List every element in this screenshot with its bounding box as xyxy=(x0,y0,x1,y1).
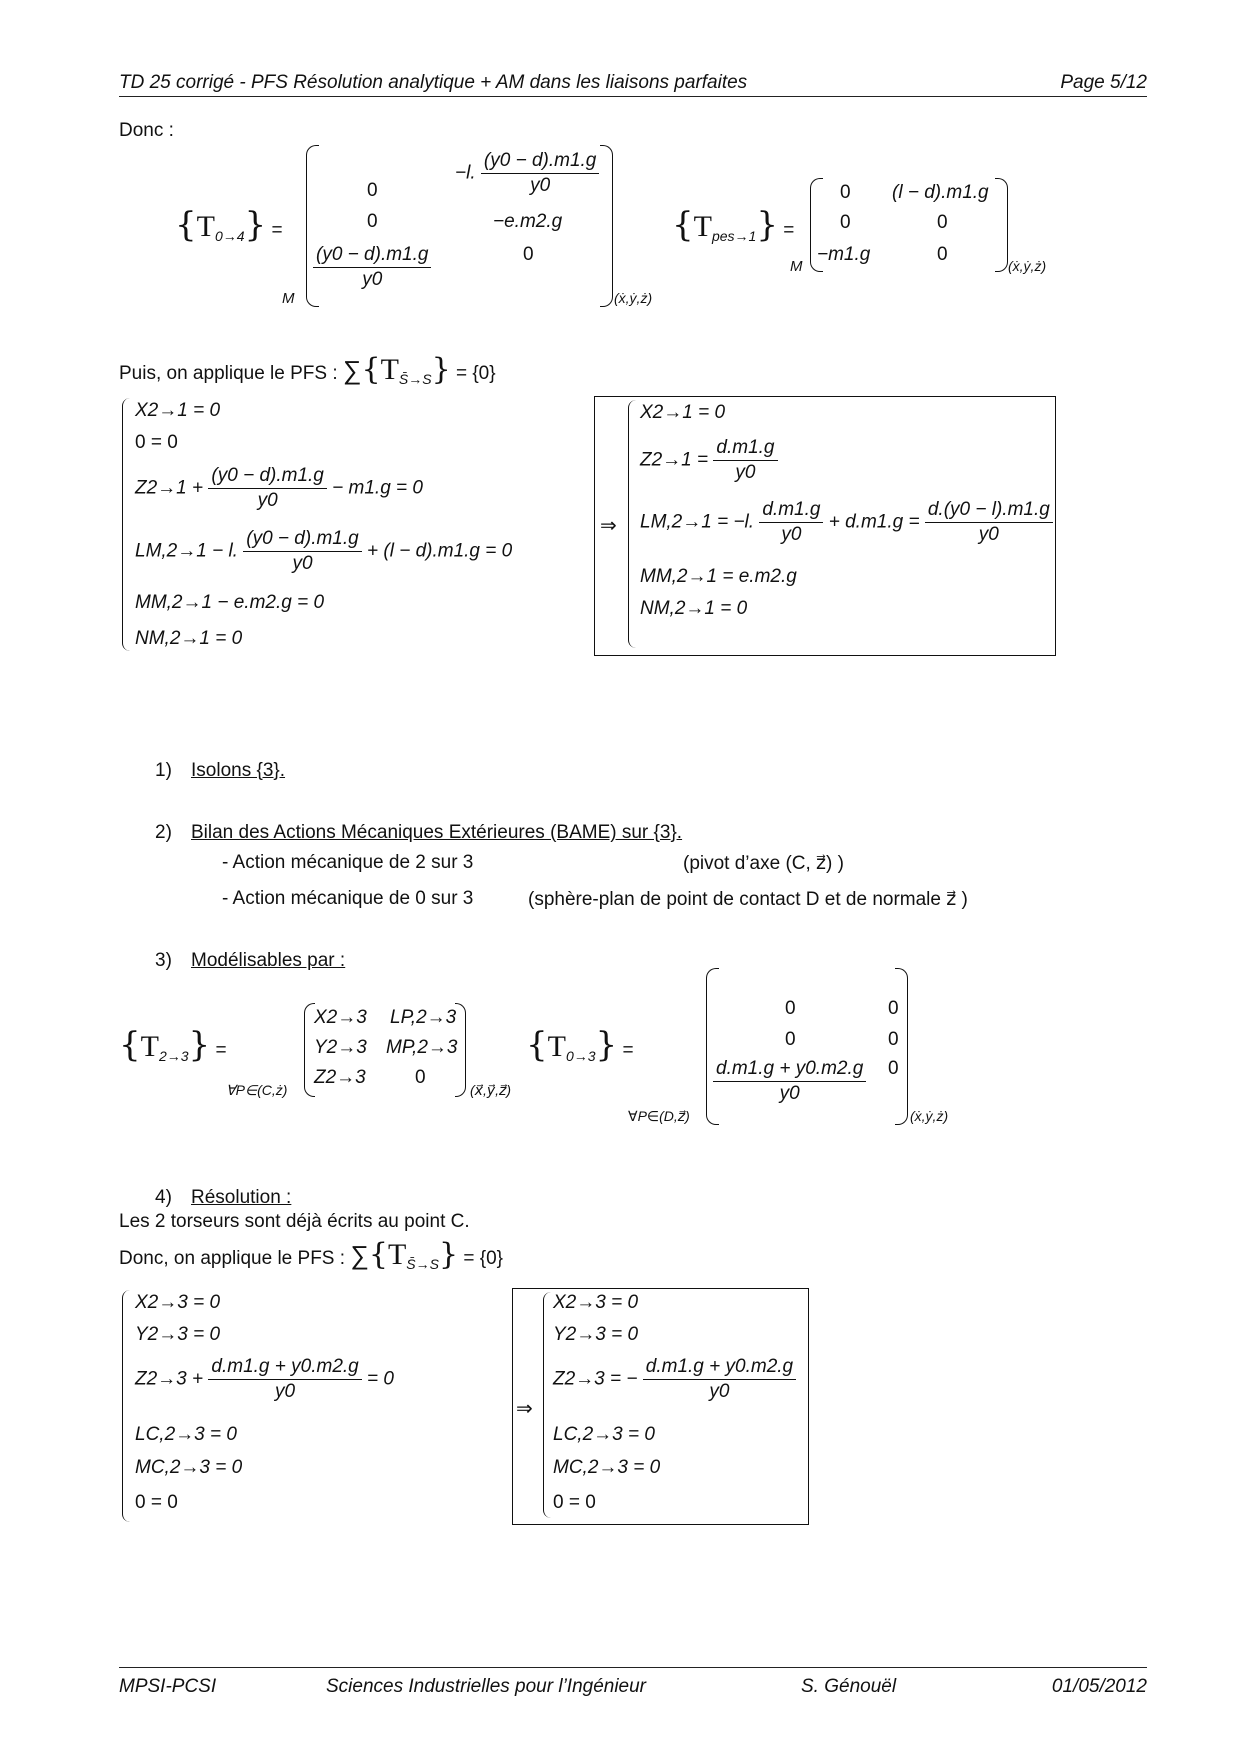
sys2-line1: X2→3 = 0 xyxy=(135,1292,221,1313)
sol1-line3: LM,2→1 = −l. $\frac{d.m1.g}{y0}$ + d.m1.g = $\frac{d.(y0 - l).m1.g}{y0}$ xyxy=(640,499,1053,546)
step-4-title: Résolution : xyxy=(191,1187,292,1208)
solution-2-brace xyxy=(543,1292,552,1518)
sol2-line1: X2→3 = 0 xyxy=(553,1292,639,1313)
t04-r1c2: −l. $\frac{(y0 - d).m1.g}{y0}$ xyxy=(455,150,599,197)
pfs-statement-2: Donc, on applique le PFS : $\sum\{T_{S̄\to S}\} = \{0\}$ xyxy=(119,1237,503,1272)
tpes-right-bracket xyxy=(995,178,1008,272)
page-footer xyxy=(119,1667,1147,1697)
t04-r3c2: 0 xyxy=(523,244,534,265)
t23-basis: (x⃗,y⃗,z⃗) xyxy=(470,1082,512,1098)
t03-r1c1: 0 xyxy=(785,998,796,1019)
tpes-r1c2: (l − d).m1.g xyxy=(892,182,989,203)
t04-basis: (ẋ,ẏ,ż) xyxy=(614,290,653,306)
t23-point: ∀P∈(C,ż) xyxy=(226,1082,288,1098)
t03-r3c1: $\frac{d.m1.g + y0.m2.g}{y0}$ xyxy=(713,1058,866,1105)
t03-point: ∀P∈(D,z⃗) xyxy=(628,1108,690,1124)
sol2-line6: 0 = 0 xyxy=(553,1492,596,1513)
t23-r2c1: Y2→3 xyxy=(314,1037,367,1058)
action-0-sur-3: - Action mécanique de 0 sur 3 xyxy=(222,888,474,909)
t04-point: M xyxy=(282,290,295,307)
t23-r3c1: Z2→3 xyxy=(314,1067,366,1088)
t03-r3c2: 0 xyxy=(888,1058,899,1079)
t04-r2c2: −e.m2.g xyxy=(493,211,563,232)
t04-r3c1: $\frac{(y0 - d).m1.g}{y0}$ xyxy=(313,244,431,291)
step-1-title: Isolons {3}. xyxy=(191,760,286,781)
sol1-line5: NM,2→1 = 0 xyxy=(640,598,748,619)
footer-date: 01/05/2012 xyxy=(1051,1676,1147,1697)
t23-r3c2: 0 xyxy=(415,1067,426,1088)
step-3-title: Modélisables par : xyxy=(191,950,346,971)
header-title: TD 25 corrigé - PFS Résolution analytique + AM dans les liaisons parfaites xyxy=(119,72,748,93)
t04-right-bracket xyxy=(600,145,613,307)
sol2-line3: Z2→3 = − $\frac{d.m1.g + y0.m2.g}{y0}$ xyxy=(553,1356,796,1403)
t23-r1c1: X2→3 xyxy=(314,1007,367,1028)
sol1-arrow: ⇒ xyxy=(600,515,617,537)
sys2-line4: LC,2→3 = 0 xyxy=(135,1424,237,1445)
sol2-line2: Y2→3 = 0 xyxy=(553,1324,639,1345)
tpes-r1c1: 0 xyxy=(840,182,851,203)
tpes-r3c1: −m1.g xyxy=(817,244,871,265)
resolution-text: Les 2 torseurs sont déjà écrits au point C. xyxy=(119,1211,470,1232)
sys2-line6: 0 = 0 xyxy=(135,1492,178,1513)
step-2-number: 2) xyxy=(155,822,172,843)
tpes-basis: (ẋ,ẏ,ż) xyxy=(1008,258,1047,274)
sys2-line2: Y2→3 = 0 xyxy=(135,1324,221,1345)
tpes-r3c2: 0 xyxy=(937,244,948,265)
t04-r2c1: 0 xyxy=(367,211,378,232)
page-header xyxy=(119,72,1147,97)
system-2-brace xyxy=(122,1290,131,1522)
t23-r1c2: LP,2→3 xyxy=(390,1007,457,1028)
footer-class: MPSI-PCSI xyxy=(119,1676,217,1697)
step-3-number: 3) xyxy=(155,950,172,971)
action-2-sur-3-note: (pivot d’axe (C, z⃗) ) xyxy=(683,853,844,874)
tpes-r2c2: 0 xyxy=(937,212,948,233)
sol2-line5: MC,2→3 = 0 xyxy=(553,1457,661,1478)
t03-basis: (ẋ,ẏ,ż) xyxy=(910,1108,949,1124)
header-page: Page 5/12 xyxy=(1060,72,1147,93)
sol1-line4: MM,2→1 = e.m2.g xyxy=(640,566,797,587)
sys1-line3: Z2→1 + $\frac{(y0 - d).m1.g}{y0}$ − m1.g = 0 xyxy=(135,465,423,511)
action-0-sur-3-note: (sphère-plan de point de contact D et de normale z⃗ ) xyxy=(528,889,968,910)
tpes-point: M xyxy=(790,258,803,275)
step-4-number: 4) xyxy=(155,1187,172,1208)
tpes-r2c1: 0 xyxy=(840,212,851,233)
torseur-tpes: $\{T_{pes\to 1}\}$ = xyxy=(672,205,795,245)
pfs-statement-1: Puis, on applique le PFS : $\sum\{T_{S̄\to S}\} = \{0\}$ xyxy=(119,352,496,387)
sol1-line1: X2→1 = 0 xyxy=(640,402,726,423)
sys1-line4: LM,2→1 − l. $\frac{(y0 - d).m1.g}{y0}$ + (l − d).m1.g = 0 xyxy=(135,528,513,574)
step-2-title: Bilan des Actions Mécaniques Extérieures (BAME) sur {3}. xyxy=(191,822,683,843)
sys1-line6: NM,2→1 = 0 xyxy=(135,628,243,649)
t04-r1c1: 0 xyxy=(367,180,378,201)
system-1-brace xyxy=(122,398,131,651)
torseur-t03: $\{T_{0\to 3}\}$ = xyxy=(526,1025,634,1065)
torseur-t23: $\{T_{2\to 3}\}$ = xyxy=(119,1025,227,1065)
t03-r2c1: 0 xyxy=(785,1029,796,1050)
sol1-line2: Z2→1 = $\frac{d.m1.g}{y0}$ xyxy=(640,437,778,484)
solution-1-brace xyxy=(628,400,637,648)
t03-r1c2: 0 xyxy=(888,998,899,1019)
sys1-line5: MM,2→1 − e.m2.g = 0 xyxy=(135,592,325,613)
sys1-line2: 0 = 0 xyxy=(135,432,178,453)
t03-r2c2: 0 xyxy=(888,1029,899,1050)
sys2-line5: MC,2→3 = 0 xyxy=(135,1457,243,1478)
step-1-number: 1) xyxy=(155,760,172,781)
torseur-t04: $\{T_{0\to 4}\}$ = xyxy=(175,205,283,245)
footer-subject: Sciences Industrielles pour l’Ingénieur xyxy=(326,1676,647,1697)
sys1-line1: X2→1 = 0 xyxy=(135,400,221,421)
sys2-line3: Z2→3 + $\frac{d.m1.g + y0.m2.g}{y0}$ = 0 xyxy=(135,1356,394,1402)
donc-label: Donc : xyxy=(119,120,174,141)
footer-author: S. Génouël xyxy=(801,1676,897,1697)
action-2-sur-3: - Action mécanique de 2 sur 3 xyxy=(222,852,474,873)
t23-r2c2: MP,2→3 xyxy=(386,1037,458,1058)
sol2-arrow: ⇒ xyxy=(516,1398,533,1420)
sol2-line4: LC,2→3 = 0 xyxy=(553,1424,655,1445)
